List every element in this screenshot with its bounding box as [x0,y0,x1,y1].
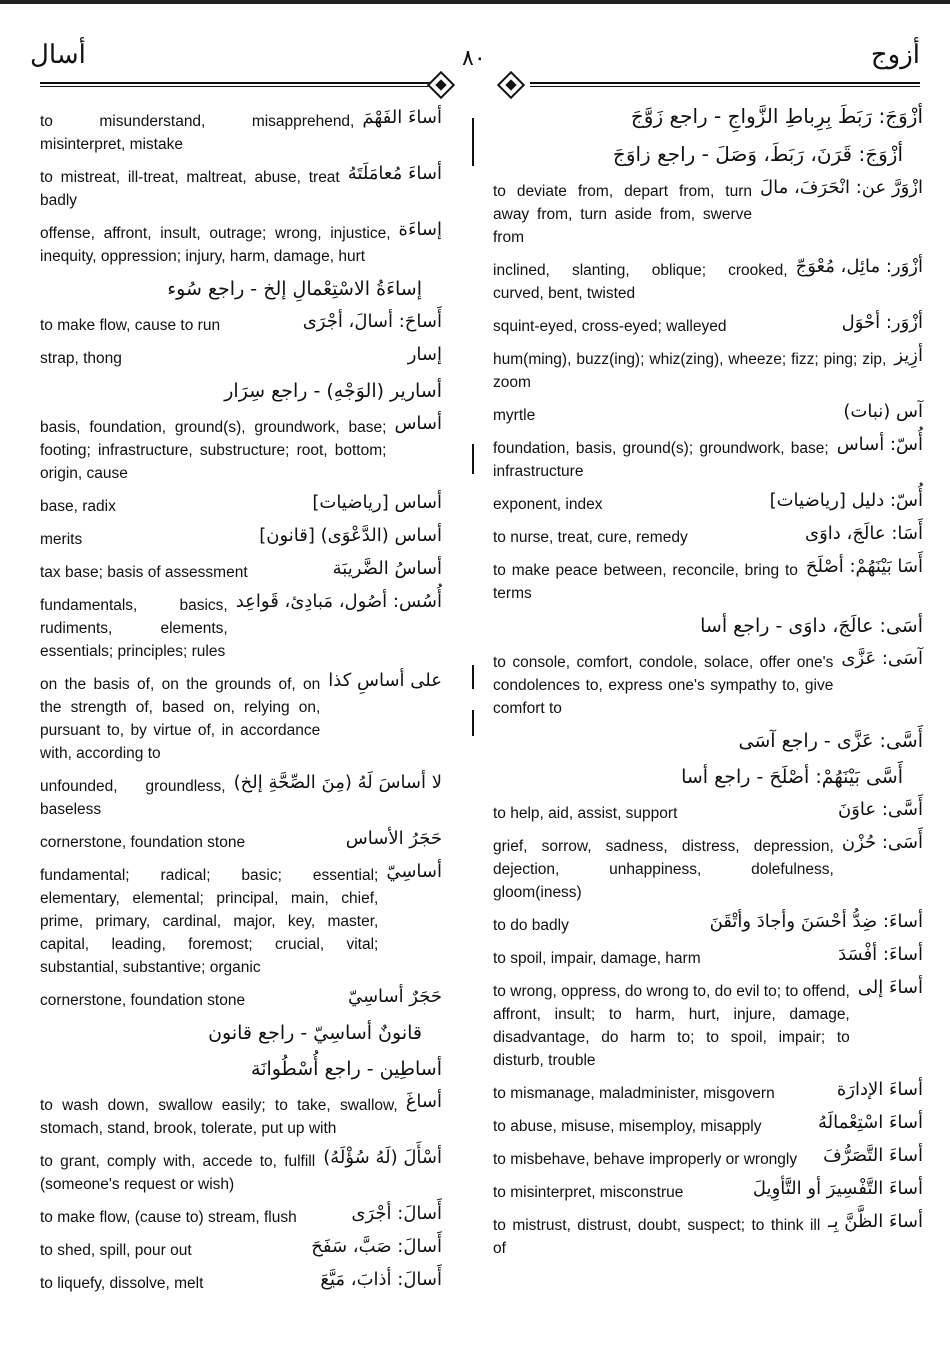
dictionary-entry [493,176,923,249]
page-header [30,36,920,76]
english-definition: myrtle [493,407,536,424]
english-definition: to misinterpret, misconstrue [493,1184,684,1201]
english-definition: to wrong, oppress, do wrong to, do evil to; to offend, affront, insult; to harm, hurt, injure, damage, disadvantage, do harm to; to spoil, impair; to disturb, trouble [493,983,850,1069]
arabic-headword: أساطِين - راجع أُسْطُوانَة [251,1058,442,1080]
dictionary-entry [493,555,923,605]
english-definition: basis, foundation, ground(s), groundwork, base; footing; infrastructure, substructure; root, bottom; origin, cause [40,419,387,482]
english-definition: unfounded, groundless, baseless [40,778,226,818]
english-definition: offense, affront, insult, outrage; wrong, injustice, inequity, oppression; injury, harm, damage, hurt [40,225,391,265]
english-definition: cornerstone, foundation stone [40,834,246,851]
dictionary-entry [40,1054,442,1084]
english-definition: grief, sorrow, sadness, distress, depression, dejection, unhappiness, dolefulness, gloom(iness) [493,838,834,901]
english-definition: to liquefy, dissolve, melt [40,1275,204,1292]
arabic-headword: أَسَى: حُزْن [841,832,923,853]
dictionary-entry [40,860,442,979]
arabic-headword: أسارير (الوَجْهِ) - راجع سِرَار [224,380,442,402]
left-guide-word: أسال [30,40,86,70]
arabic-headword: أزْوَر: أحْوَل [841,312,923,333]
dictionary-entry [40,557,442,584]
arabic-headword: أساس [394,413,442,434]
english-definition: base, radix [40,498,116,515]
english-definition: exponent, index [493,496,603,513]
dictionary-entry [493,1144,923,1171]
arabic-headword: أزْوَجَ: رَبَطَ بِرِباطِ الزَّواجِ - راجع زَوَّجَ [630,104,923,128]
english-definition: to mismanage, maladminister, misgovern [493,1085,775,1102]
dictionary-entry [493,138,923,170]
left-column [40,100,442,1301]
dictionary-entry [40,274,442,304]
dictionary-entry [493,100,923,132]
english-definition: to make flow, (cause to) stream, flush [40,1209,297,1226]
dictionary-entry [493,943,923,970]
dictionary-entry [40,376,442,406]
english-definition: to make flow, cause to run [40,317,221,334]
dictionary-entry [40,1146,442,1196]
arabic-headword: أساس (الدَّعْوَى) [قانون] [259,525,442,546]
arabic-headword: أَسَّى: عَزَّى - راجع آسَى [738,730,923,752]
arabic-headword: أساءَ: أفْسَدَ [838,944,923,965]
dictionary-entry [493,647,923,720]
dictionary-entry [493,489,923,516]
dictionary-entry [493,311,923,338]
dictionary-entry [493,400,923,427]
english-definition: to do badly [493,917,569,934]
top-rule [0,0,950,4]
arabic-headword: أزِيز [894,345,923,366]
arabic-headword: أَساحَ: أسالَ، أجْرَى [302,311,442,332]
arabic-headword: أَسَا: عالَجَ، داوَى [804,523,923,544]
arabic-headword: أزْوَر: مائِل، مُعْوَجّ [795,256,923,277]
arabic-headword: أساءَ مُعامَلَتَهُ [347,163,442,184]
english-definition: to spoil, impair, damage, harm [493,950,701,967]
english-definition: fundamental; radical; basic; essential; elementary, elemental; principal, main, chief, prime, primary, cardinal, major, key, master, capital, leading, foremost; crucial, vital; substantial, substantive; organic [40,867,379,976]
dictionary-entry [40,669,442,765]
dictionary-entry [40,218,442,268]
right-column [493,100,923,1266]
arabic-headword: أساءَ الظَّنَّ بِـ [828,1211,923,1232]
arabic-headword: أساءَ الفَهْمَ [362,107,442,128]
dictionary-entry [40,771,442,821]
dictionary-entry [493,976,923,1072]
dictionary-entry [40,1202,442,1229]
dictionary-entry [40,985,442,1012]
english-definition: to help, aid, assist, support [493,805,678,822]
dictionary-entry [493,1210,923,1260]
arabic-headword: أساسِيّ [386,861,442,882]
arabic-headword: لا أساسَ لَهُ (مِنَ الصِّحَّةِ إلخ) [233,772,442,793]
arabic-headword: أسْأَلَ (لَهُ سُؤْلَهُ) [323,1147,442,1168]
arabic-headword: إساءَة [398,219,442,240]
english-definition: to make peace between, reconcile, bring to terms [493,562,798,602]
dictionary-entry [493,831,923,904]
english-definition: to mistrust, distrust, doubt, suspect; to think ill of [493,1217,821,1257]
column-divider [472,118,474,166]
english-definition: to console, comfort, condole, solace, offer one's condolences to, express one's sympathy to, give comfort to [493,654,834,717]
arabic-headword: أساسُ الضَّريبَة [332,558,442,579]
arabic-headword: أَسَا بَيْنَهُمْ: أصْلَحَ [805,556,923,577]
arabic-headword: أَسَّى: عاوَنَ [837,799,923,820]
english-definition: inclined, slanting, oblique; crooked, curved, bent, twisted [493,262,788,302]
dictionary-entry [493,910,923,937]
english-definition: squint-eyed, cross-eyed; walleyed [493,318,727,335]
arabic-headword: أساغَ [405,1091,442,1112]
english-definition: hum(ming), buzz(ing); whiz(zing), wheeze; fizz; ping; zip, zoom [493,351,887,391]
dictionary-entry [40,524,442,551]
arabic-headword: على أساسِ كذا [328,670,442,691]
english-definition: cornerstone, foundation stone [40,992,246,1009]
arabic-headword: قانونٌ أساسِيّ - راجع قانون [208,1022,422,1044]
left-header-rule [40,82,435,84]
dictionary-entry [493,1177,923,1204]
column-divider [472,444,474,474]
dictionary-entry [40,343,442,370]
dictionary-entry [493,611,923,641]
arabic-headword: أساءَ التَّفْسِيرَ أو التَّأوِيلَ [752,1178,923,1199]
arabic-headword: أساءَ اسْتِعْمالَهُ [818,1112,923,1133]
right-guide-word: أزوج [870,40,920,70]
english-definition: to mistreat, ill-treat, maltreat, abuse, treat badly [40,169,340,209]
arabic-headword: أساءَ الإدارَة [836,1079,923,1100]
arabic-headword: أَسَّى بَيْنَهُمْ: أصْلَحَ - راجع أسا [681,766,903,788]
dictionary-entry [493,344,923,394]
english-definition: to shed, spill, pour out [40,1242,192,1259]
english-definition: tax base; basis of assessment [40,564,248,581]
arabic-headword: ازْوَرَّ عن: انْحَرَفَ، مالَ [760,177,923,198]
dictionary-entry [493,1078,923,1105]
arabic-headword: أُسّ: دليل [رياضيات] [769,490,923,511]
dictionary-entry [40,827,442,854]
arabic-headword: إسار [407,344,442,365]
dictionary-entry [40,162,442,212]
dictionary-entry [40,1090,442,1140]
arabic-headword: أُسّ: أساس [836,434,923,455]
english-definition: to abuse, misuse, misemploy, misapply [493,1118,762,1135]
column-divider [472,665,474,689]
right-header-rule [530,82,920,84]
arabic-headword: أسَى: عالَجَ، داوَى - راجع أسا [700,615,923,637]
english-definition: to misunderstand, misapprehend, misinterpret, mistake [40,113,355,153]
english-definition: merits [40,531,83,548]
arabic-headword: أساءَ التَّصَرُّفَ [823,1145,923,1166]
english-definition: foundation, basis, ground(s); groundwork, base; infrastructure [493,440,829,480]
arabic-headword: أَسالَ: أجْرَى [351,1203,442,1224]
dictionary-entry [40,412,442,485]
english-definition: fundamentals, basics, rudiments, elements, essentials; principles; rules [40,597,228,660]
arabic-headword: أَسالَ: أذابَ، مَيَّعَ [320,1269,442,1290]
english-definition: on the basis of, on the grounds of, on the strength of, based on, relying on, pursuant to, by virtue of, in accordance with, according to [40,676,321,762]
arabic-headword: أساءَ: ضِدُّ أحْسَنَ وأجادَ وأتْقَنَ [709,911,923,932]
dictionary-entry [493,726,923,756]
english-definition: strap, thong [40,350,122,367]
arabic-headword: حَجَرٌ أساسِيّ [347,986,442,1007]
page-number: ٨٠ [462,46,486,71]
english-definition: to deviate from, depart from, turn away from, turn aside from, swerve from [493,183,753,246]
dictionary-entry [493,1111,923,1138]
dictionary-entry [493,522,923,549]
dictionary-entry [40,1018,442,1048]
dictionary-entry [493,433,923,483]
arabic-headword: آسَى: عَزَّى [841,648,923,669]
dictionary-entry [40,1268,442,1295]
dictionary-entry [493,798,923,825]
arabic-headword: أُسُس: أصُول، مَبادِئ، قَواعِد [235,591,442,612]
dictionary-entry [40,590,442,663]
dictionary-entry [493,762,923,792]
dictionary-entry [493,255,923,305]
english-definition: to grant, comply with, accede to, fulfill (someone's request or wish) [40,1153,316,1193]
arabic-headword: إساءَةُ الاسْتِعْمالِ إلخ - راجع سُوء [167,278,422,300]
arabic-headword: أزْوَجَ: قَرَنَ، رَبَطَ، وَصَلَ - راجع زاوَجَ [612,142,903,166]
column-divider [472,710,474,736]
arabic-headword: آس (نبات) [843,401,923,422]
dictionary-entry [40,310,442,337]
dictionary-entry [40,106,442,156]
arabic-headword: حَجَرُ الأساس [345,828,442,849]
dictionary-entry [40,1235,442,1262]
arabic-headword: أَسالَ: صَبَّ، سَفَحَ [311,1236,442,1257]
english-definition: to wash down, swallow easily; to take, swallow, stomach, stand, brook, tolerate, put up with [40,1097,398,1137]
english-definition: to misbehave, behave improperly or wrongly [493,1151,798,1168]
english-definition: to nurse, treat, cure, remedy [493,529,688,546]
arabic-headword: أساس [رياضيات] [312,492,442,513]
arabic-headword: أساءَ إلى [857,977,923,998]
dictionary-entry [40,491,442,518]
